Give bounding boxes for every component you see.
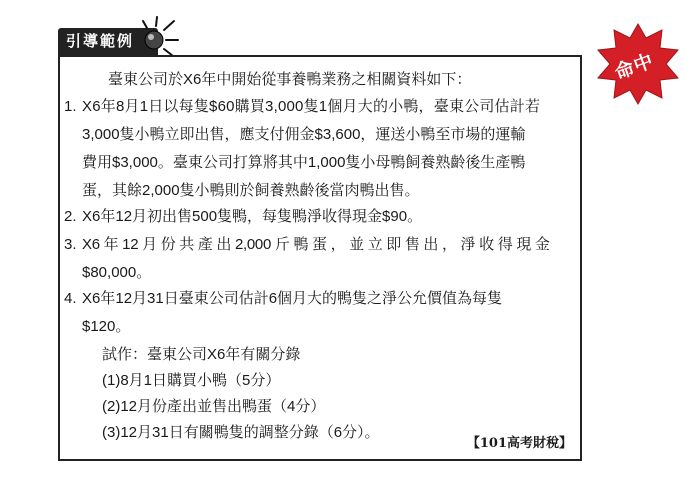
item-2-number: 2.: [64, 208, 77, 225]
question-part-2: (2)12月份產出並售出鴨蛋（4分）: [102, 398, 326, 415]
item-4-number: 4.: [64, 290, 77, 307]
hit-stamp-label: 命中: [611, 49, 658, 85]
item-1-number: 1.: [64, 98, 77, 115]
item-2-line-1: X6年12月初出售500隻鴨，每隻鴨淨收得現金$90。: [82, 208, 423, 225]
item-1-line-2: 3,000隻小鴨立即出售，應支付佣金$3,600，運送小鴨至市場的運輸: [82, 126, 526, 143]
question-part-1: (1)8月1日購買小鴨（5分）: [102, 372, 281, 389]
exam-source: 【101高考財稅】: [466, 436, 572, 451]
item-3-line-1: X6 年 12 月 份 共 產 出 2,000 斤 鴨 蛋 ， 並 立 即 售 出 ， 淨 收 得 現 金: [82, 236, 550, 253]
item-4-line-1: X6年12月31日臺東公司估計6個月大的鴨隻之淨公允價值為每隻: [82, 290, 503, 307]
intro-text: 臺東公司於X6年中開始從事養鴨業務之相關資料如下：: [108, 71, 472, 88]
question-title: 試作：臺東公司X6年有關分錄: [102, 346, 301, 363]
question-part-3: (3)12月31日有關鴨隻的調整分錄（6分）。: [102, 424, 380, 441]
item-4-line-2: $120。: [82, 318, 131, 335]
section-tab-title: 引導範例: [66, 32, 135, 50]
item-1-line-1: X6年8月1日以每隻$60購買3,000隻1個月大的小鴨，臺東公司估計若: [82, 98, 541, 115]
example-box: [58, 55, 582, 461]
item-3-line-2: $80,000。: [82, 264, 152, 281]
item-1-line-4: 蛋，其餘2,000隻小鴨則於飼養熟齡後當肉鴨出售。: [82, 182, 420, 199]
item-1-line-3: 費用$3,000。臺東公司打算將其中1,000隻小母鴨飼養熟齡後生產鴨: [82, 154, 526, 171]
item-3-number: 3.: [64, 236, 77, 253]
